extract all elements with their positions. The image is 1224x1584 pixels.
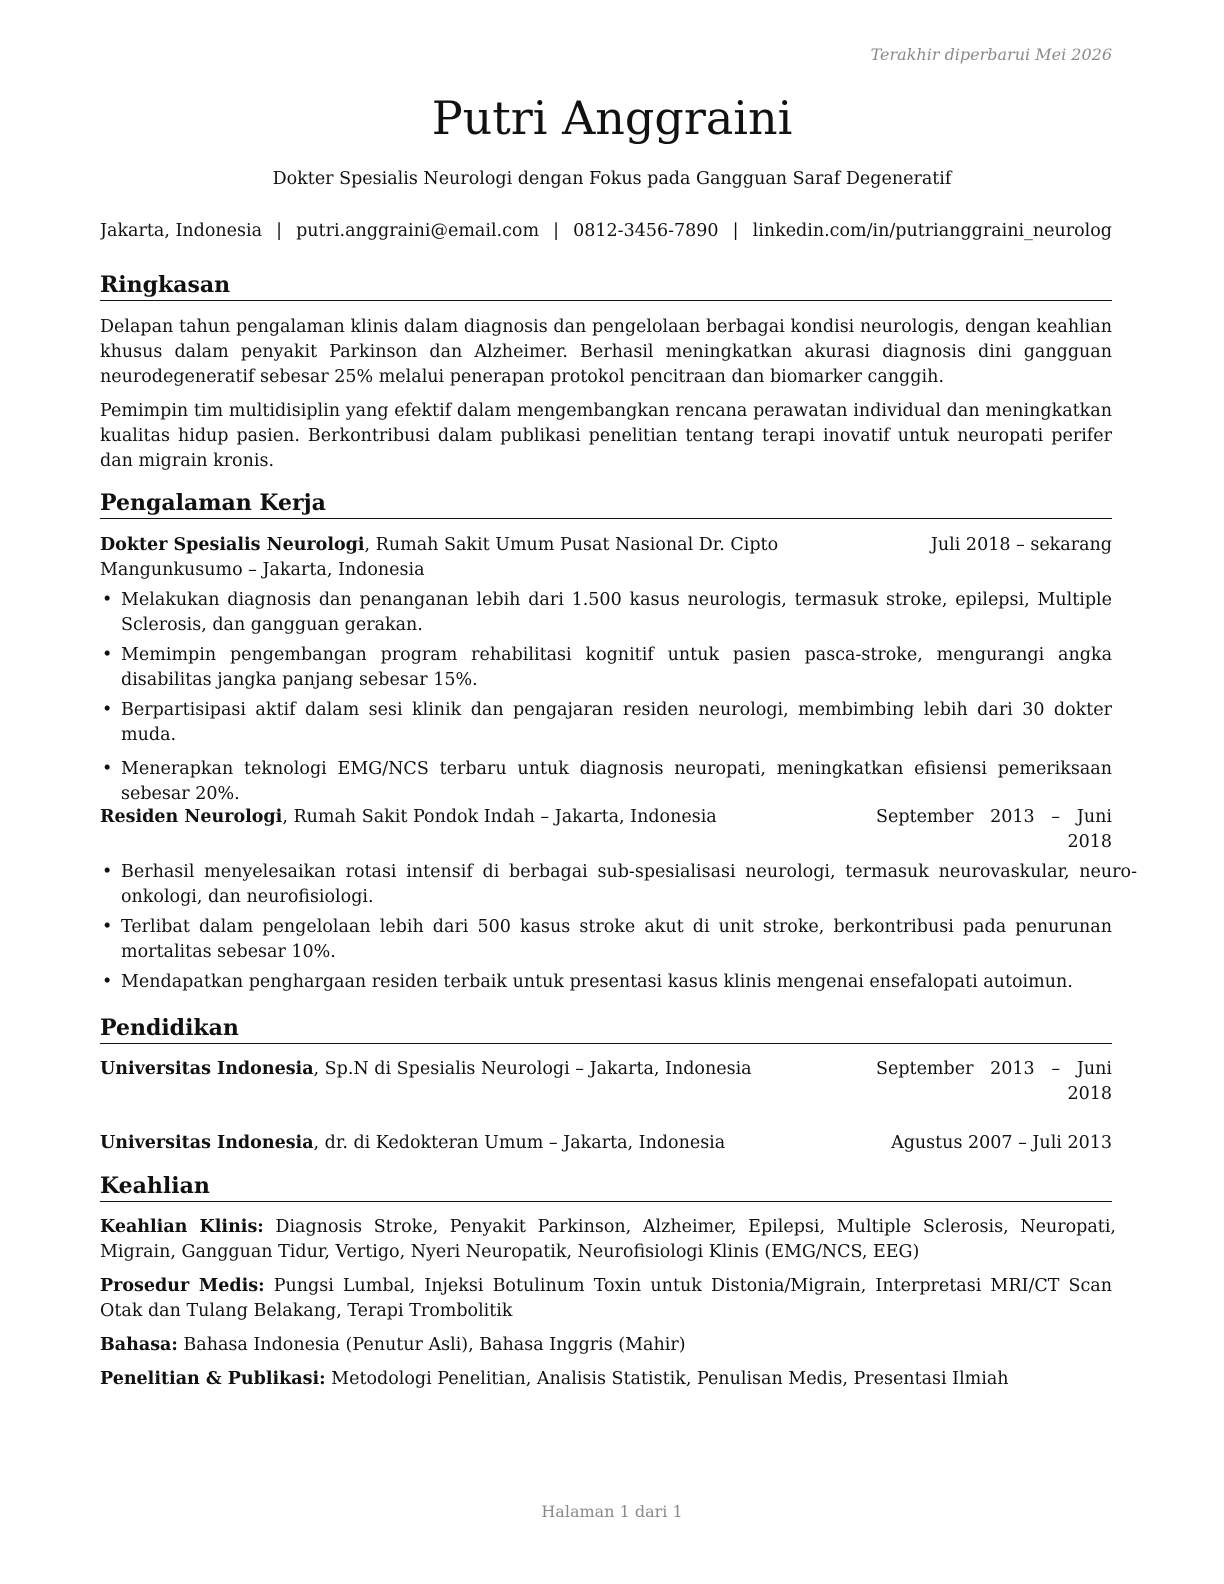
job-title: Dokter Spesialis Neurologi: [100, 535, 365, 555]
summary-paragraph: Delapan tahun pengalaman klinis dalam diagnosis dan pengelolaan berbagai kondisi neurologis, dengan keahlian khusus dalam penyakit Parkinson dan Alzheimer. Berhasil meningkatkan akurasi diagnosis dini gangguan neurodegeneratif sebesar 25% melalui penerapan protokol pencitraan dan biomarker canggih.: [100, 317, 1112, 387]
education-entry: [100, 1057, 1112, 1104]
contact-linkedin[interactable]: linkedin.com/in/putrianggraini_neurolog: [752, 221, 1112, 241]
education-dates: September 2013 – Juni 2018: [876, 1059, 1112, 1104]
degree: , dr. di Kedokteran Umum – Jakarta, Indonesia: [313, 1133, 726, 1153]
section-title-summary: Ringkasan: [100, 270, 1112, 301]
job-title: Residen Neurologi: [100, 807, 283, 827]
list-item: • Melakukan diagnosis dan penanganan lebih dari 1.500 kasus neurologis, termasuk stroke, epilepsi, Multiple Sclerosis, dan gangguan gerakan.: [102, 590, 1112, 635]
job-dates: September 2013 – Juni 2018: [876, 807, 1112, 852]
contact-separator: |: [732, 221, 739, 241]
contact-line: [100, 219, 1112, 243]
education-dates: Agustus 2007 – Juli 2013: [891, 1133, 1112, 1153]
school-name: Universitas Indonesia: [100, 1133, 314, 1153]
page-number-footer: Halaman 1 dari 1: [541, 1502, 683, 1521]
contact-separator: |: [276, 221, 282, 241]
section-title-skills: Keahlian: [100, 1171, 1112, 1202]
job-entry-header: [100, 533, 1112, 583]
skill-text: Bahasa Indonesia (Penutur Asli), Bahasa Inggris (Mahir): [177, 1335, 686, 1355]
skill-text: Pungsi Lumbal, Injeksi Botulinum Toxin untuk Distonia/Migrain, Interpretasi MRI/CT Scan Otak dan Tulang Belakang, Terapi Trombolitik: [100, 1276, 1113, 1321]
contact-location: Jakarta, Indonesia: [100, 221, 263, 241]
list-item: • Memimpin pengembangan program rehabilitasi kognitif untuk pasien pasca-stroke, mengurangi angka disabilitas jangka panjang sebesar 15%.: [102, 645, 1112, 690]
list-item: • Terlibat dalam pengelolaan lebih dari 500 kasus stroke akut di unit stroke, berkontribusi pada penurunan mortalitas sebesar 10%.: [102, 917, 1112, 962]
list-item: • Mendapatkan penghargaan residen terbaik untuk presentasi kasus klinis mengenai ensefalopati autoimun.: [102, 972, 1073, 992]
section-title-education: Pendidikan: [100, 1013, 1112, 1044]
job-organization: , Rumah Sakit Umum Pusat Nasional Dr. Cipto Mangunkusumo – Jakarta, Indonesia: [100, 535, 779, 580]
skill-text: Diagnosis Stroke, Penyakit Parkinson, Alzheimer, Epilepsi, Multiple Sclerosis, Neuropati, Migrain, Gangguan Tidur, Vertigo, Nyeri Neuropatik, Neurofisiologi Klinis (EMG/NCS, EEG): [100, 1217, 1116, 1262]
candidate-name: Putri Anggraini: [431, 91, 793, 145]
job-entry-header: [100, 805, 1112, 852]
list-item: • Menerapkan teknologi EMG/NCS terbaru untuk diagnosis neuropati, meningkatkan efisiensi pemeriksaan sebesar 20%.: [102, 759, 1112, 804]
list-item: • Berhasil menyelesaikan rotasi intensif di berbagai sub-spesialisasi neurologi, termasuk neurovaskular, neuro-onkologi, dan neurofisiologi.: [102, 862, 1137, 907]
list-item: • Berpartisipasi aktif dalam sesi klinik dan pengajaran residen neurologi, membimbing lebih dari 30 dokter muda.: [102, 700, 1112, 745]
skill-label: Prosedur Medis:: [100, 1276, 265, 1296]
skill-label: Bahasa:: [100, 1335, 178, 1355]
skill-group: [100, 1333, 1116, 1358]
skill-text: Metodologi Penelitian, Analisis Statistik, Penulisan Medis, Presentasi Ilmiah: [325, 1369, 1009, 1389]
job-bullet-list: [100, 860, 1137, 995]
school-name: Universitas Indonesia: [100, 1059, 314, 1079]
contact-email[interactable]: putri.anggraini@email.com: [296, 221, 540, 241]
job-bullet-list: [100, 588, 1112, 807]
contact-phone: 0812-3456-7890: [573, 221, 719, 241]
skill-group: [100, 1215, 1116, 1265]
section-title-experience: Pengalaman Kerja: [100, 488, 1112, 519]
contact-separator: |: [553, 221, 560, 241]
skill-label: Penelitian & Publikasi:: [100, 1369, 326, 1389]
skill-label: Keahlian Klinis:: [100, 1217, 264, 1237]
degree: , Sp.N di Spesialis Neurologi – Jakarta, Indonesia: [313, 1059, 752, 1079]
education-entry: [100, 1131, 1112, 1156]
summary-paragraph: Pemimpin tim multidisiplin yang efektif dalam mengembangkan rencana perawatan individual dan meningkatkan kualitas hidup pasien. Berkontribusi dalam publikasi penelitian tentang terapi inovatif untuk neuropati perifer dan migrain kronis.: [100, 401, 1112, 471]
job-dates: Juli 2018 – sekarang: [930, 535, 1112, 555]
professional-tagline: Dokter Spesialis Neurologi dengan Fokus pada Gangguan Saraf Degeneratif: [272, 169, 952, 189]
job-organization: , Rumah Sakit Pondok Indah – Jakarta, Indonesia: [282, 807, 717, 827]
last-updated-note: Terakhir diperbarui Mei 2026: [870, 45, 1112, 64]
skill-group: [100, 1274, 1112, 1324]
skill-group: [100, 1367, 1116, 1392]
